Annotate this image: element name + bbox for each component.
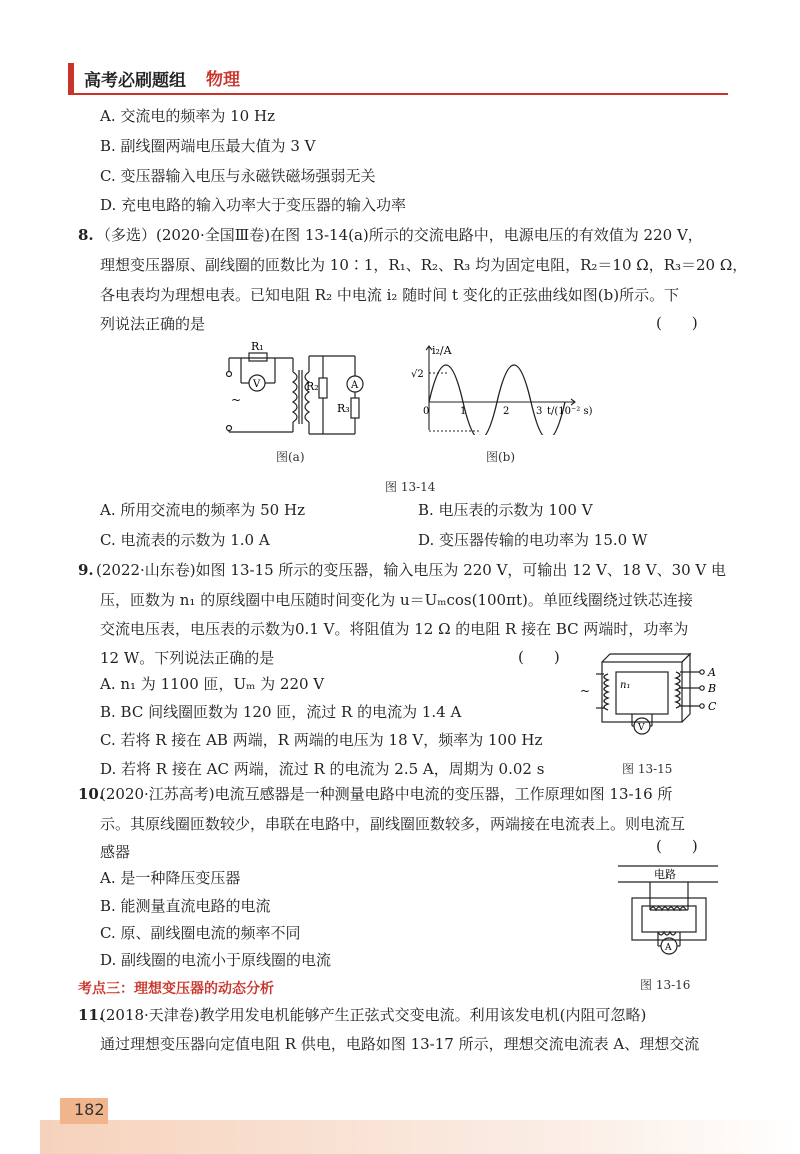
fig-13-16-current-transformer	[614, 862, 724, 962]
header-accent-bar	[68, 63, 74, 93]
q9-answer-paren: ( )	[518, 648, 560, 666]
q7-option-b: B. 副线圈两端电压最大值为 3 V	[100, 137, 316, 155]
section-heading: 考点三：理想变压器的动态分析	[78, 981, 274, 997]
q9-number: 9.	[78, 561, 94, 579]
q10-option-c: C. 原、副线圈电流的频率不同	[100, 924, 301, 942]
q11-number: 11.	[78, 1006, 105, 1024]
q10-option-d: D. 副线圈的电流小于原线圈的电流	[100, 951, 332, 969]
q7-option-c: C. 变压器输入电压与永磁铁磁场强弱无关	[100, 167, 376, 185]
graph-x-tick-0: 0	[423, 406, 430, 417]
book-title: 高考必刷题组	[84, 71, 186, 91]
q8-line-3: 各电表均为理想电表。已知电阻 R₂ 中电流 i₂ 随时间 t 变化的正弦曲线如图(b)所示。下	[100, 286, 680, 304]
fig-13-15-transformer	[572, 650, 722, 760]
ac-source-symbol: ~	[580, 684, 591, 698]
q9-line-2: 压，匝数为 n₁ 的原线圈中电压随时间变化为 u＝Uₘcos(100πt)。单匝线圈绕过铁芯连接	[100, 591, 693, 609]
q8-line-1: （多选）(2020·全国Ⅲ卷)在图 13-14(a)所示的交流电路中，电源电压的有效值为 220 V，	[96, 226, 703, 244]
q10-option-a: A. 是一种降压变压器	[100, 869, 241, 887]
q11-line-1: (2018·天津卷)教学用发电机能够产生正弦式交变电流。利用该发电机(内阻可忽略)	[100, 1006, 647, 1024]
ac-source-symbol: ~	[231, 393, 242, 407]
q10-line-1: (2020·江苏高考)电流互感器是一种测量电路中电流的变压器，工作原理如图 13-16 所	[100, 785, 673, 803]
fig-13-15-caption: 图 13-15	[622, 762, 673, 776]
q10-number: 10.	[78, 785, 105, 803]
fig-13-14a-circuit	[215, 340, 375, 445]
graph-x-tick-2: 2	[503, 406, 510, 417]
fig-13-14-caption: 图 13-14	[385, 480, 436, 494]
ammeter-symbol: A	[351, 380, 359, 391]
q11-line-2: 通过理想变压器向定值电阻 R 供电，电路如图 13-17 所示，理想交流电流表 A、理想交流	[100, 1035, 700, 1053]
r3-label: R₃	[337, 402, 350, 415]
fig-13-14a-caption: 图(a)	[276, 450, 305, 464]
q8-option-c: C. 电流表的示数为 1.0 A	[100, 531, 270, 549]
q8-option-a: A. 所用交流电的频率为 50 Hz	[100, 501, 305, 519]
q8-option-b: B. 电压表的示数为 100 V	[418, 501, 593, 519]
q9-line-4: 12 W。下列说法正确的是	[100, 649, 275, 667]
graph-y-tick: √2	[411, 369, 424, 380]
q8-line-2: 理想变压器原、副线圈的匝数比为 10∶1，R₁、R₂、R₃ 均为固定电阻，R₂＝10 Ω，R₃＝20 Ω，	[100, 256, 748, 274]
page-number: 182	[74, 1100, 105, 1119]
header-rule	[68, 93, 728, 95]
q9-option-c: C. 若将 R 接在 AB 两端，R 两端的电压为 18 V，频率为 100 Hz	[100, 731, 543, 749]
q9-line-1: (2022·山东卷)如图 13-15 所示的变压器，输入电压为 220 V，可输出 12 V、18 V、30 V 电	[96, 561, 727, 579]
circuit-label: 电路	[654, 868, 676, 881]
q10-answer-paren: ( )	[656, 837, 698, 855]
q10-option-b: B. 能测量直流电路的电流	[100, 897, 271, 915]
q9-option-a: A. n₁ 为 1100 匝，Uₘ 为 220 V	[100, 675, 325, 693]
r1-label: R₁	[251, 340, 264, 353]
voltmeter-symbol: V	[253, 379, 261, 390]
voltmeter-symbol: V	[638, 723, 645, 733]
q10-line-3: 感器	[100, 843, 131, 861]
graph-x-label: t/(10⁻² s)	[547, 406, 593, 417]
graph-y-label: i₂/A	[432, 344, 452, 357]
q9-line-3: 交流电压表，电压表的示数为0.1 V。将阻值为 12 Ω 的电阻 R 接在 BC 两端时，功率为	[100, 620, 689, 638]
q8-number: 8.	[78, 226, 94, 244]
q7-option-d: D. 充电电路的输入功率大于变压器的输入功率	[100, 196, 407, 214]
graph-x-tick-1: 1	[460, 406, 467, 417]
ammeter-symbol: A	[665, 943, 672, 953]
q7-option-a: A. 交流电的频率为 10 Hz	[100, 107, 275, 125]
q9-option-d: D. 若将 R 接在 AC 两端，流过 R 的电流为 2.5 A，周期为 0.02 s	[100, 760, 545, 778]
terminal-a-label: A	[708, 666, 716, 679]
terminal-c-label: C	[708, 700, 717, 713]
fig-13-16-caption: 图 13-16	[640, 978, 691, 992]
fig-13-14b-graph	[405, 340, 595, 435]
q9-option-b: B. BC 间线圈匝数为 120 匝，流过 R 的电流为 1.4 A	[100, 703, 462, 721]
q8-line-4: 列说法正确的是	[100, 315, 206, 333]
r2-label: R₂	[306, 380, 319, 393]
q8-answer-paren: ( )	[656, 314, 698, 332]
n1-label: n₁	[620, 680, 631, 691]
q10-line-2: 示。其原线圈匝数较少，串联在电路中，副线圈匝数较多，两端接在电流表上。则电流互	[100, 815, 686, 833]
fig-13-14b-caption: 图(b)	[486, 450, 516, 464]
footer-band	[40, 1120, 800, 1154]
q8-option-d: D. 变压器传输的电功率为 15.0 W	[418, 531, 648, 549]
terminal-b-label: B	[708, 682, 717, 695]
graph-x-tick-3: 3	[536, 406, 543, 417]
subject-label: 物理	[206, 70, 240, 90]
